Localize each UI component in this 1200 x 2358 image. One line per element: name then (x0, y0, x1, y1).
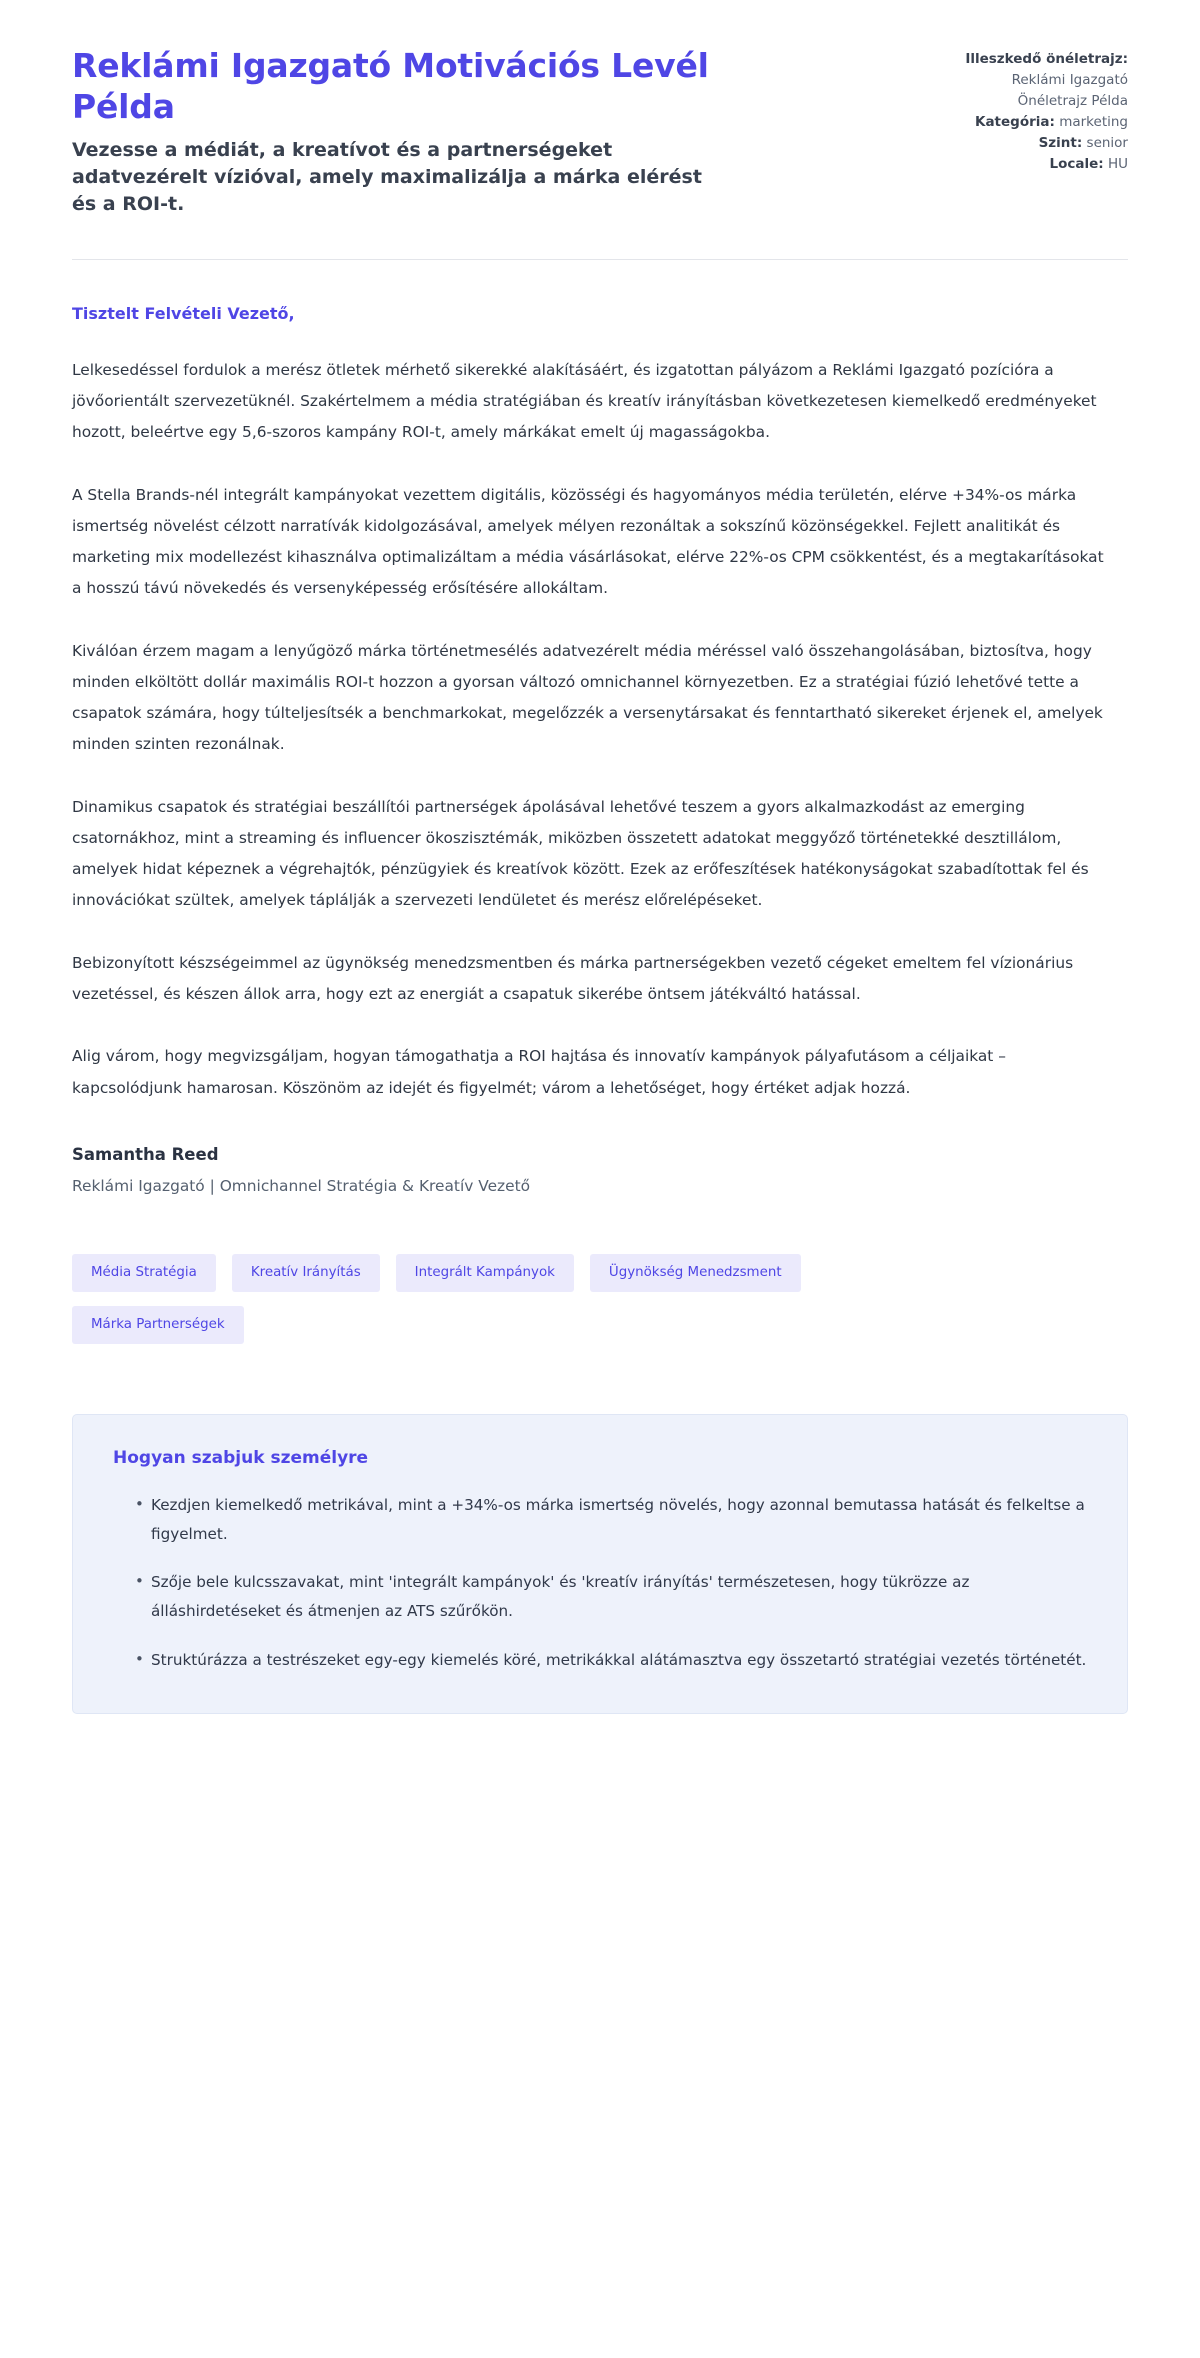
meta-matching-resume (898, 49, 1128, 112)
meta-level (898, 133, 1128, 154)
signature-role: Reklámi Igazgató | Omnichannel Stratégia & Kreatív Vezető (72, 1176, 531, 1195)
signature-block (72, 1145, 1128, 1195)
tag-item[interactable]: Kreatív Irányítás (232, 1254, 380, 1292)
personalization-tips-list (113, 1491, 1087, 1675)
meta-matching-resume-value-line1: Reklámi Igazgató (1011, 71, 1128, 88)
meta-category-label: Kategória: (974, 113, 1055, 130)
tag-item[interactable]: Média Stratégia (72, 1254, 216, 1292)
personalization-tips-title: Hogyan szabjuk személyre (113, 1447, 369, 1468)
tip-list-item: • Kezdjen kiemelkedő metrikával, mint a +34%-os márka ismertség növelés, hogy azonnal bemutassa hatását és felkeltse a figyelmet. (135, 1491, 1087, 1549)
meta-level-value: senior (1086, 134, 1128, 151)
letter-paragraph: Kiválóan érzem magam a lenyűgöző márka történetmesélés adatvezérelt média méréssel való összehangolásában, biztosítva, hogy minden elköltött dollár maximális ROI-t hozzon a gyorsan változó omnichannel környezetben. Ez a stratégiai fúzió lehetővé tette a csapatok számára, hogy túlteljesítsék a benchmarkokat, megelőzzék a versenytársakat és fenntartható sikereket érjenek el, amelyek minden szinten rezonálnak. (72, 641, 1103, 754)
letter-paragraph: Bebizonyított készségeimmel az ügynökség menedzsmentben és márka partnerségekben vezető cégeket emeltem fel vízionárius vezetéssel, és készen állok arra, hogy ezt az energiát a csapatuk sikerébe öntsem játékváltó hatással. (72, 953, 1074, 1003)
letter-paragraph: Lelkesedéssel fordulok a merész ötletek mérhető sikerekké alakításáért, és izgatottan pályázom a Reklámi Igazgató pozícióra a jövőorientált szervezetüknél. Szakértelmem a média stratégiában és kreatív irányításban következetesen kiemelkedő eredményeket hozott, beleértve egy 5,6-szoros kampány ROI-t, amely márkákat emelt új magasságokba. (72, 360, 1097, 442)
meta-locale-value: HU (1107, 155, 1128, 172)
page-header (72, 46, 1128, 218)
page-subtitle: Vezesse a médiát, a kreatívot és a partnerségeket adatvezérelt vízióval, amely maximalizálja a márka elérést és a ROI-t. (72, 138, 702, 215)
tag-item[interactable]: Ügynökség Menedzsment (590, 1254, 801, 1292)
tag-list (72, 1254, 972, 1344)
meta-matching-resume-label: Illeszkedő önéletrajz: (965, 51, 1128, 67)
letter-salutation: Tisztelt Felvételi Vezető, (72, 303, 295, 323)
meta-matching-resume-value-line2: Önéletrajz Példa (1017, 92, 1128, 109)
meta-category (898, 112, 1128, 133)
meta-level-label: Szint: (1038, 134, 1083, 151)
letter-paragraph: Alig várom, hogy megvizsgáljam, hogyan támogathatja a ROI hajtása és innovatív kampányok pályafutásom a céljaikat – kapcsolódjunk hamarosan. Köszönöm az idejét és figyelmét; várom a lehetőséget, hogy értéket adjak hozzá. (72, 1047, 1006, 1097)
tip-list-item: • Struktúrázza a testrészeket egy-egy kiemelés köré, metrikákkal alátámasztva egy összetartó stratégiai vezetés történetét. (135, 1646, 1087, 1675)
meta-locale-label: Locale: (1049, 155, 1104, 172)
tag-item[interactable]: Márka Partnerségek (72, 1306, 244, 1344)
header-title-block (72, 46, 712, 218)
meta-category-value: marketing (1059, 113, 1128, 130)
personalization-tips-panel (72, 1414, 1128, 1714)
page-title: Reklámi Igazgató Motivációs Levél Példa (72, 46, 709, 126)
meta-locale (898, 154, 1128, 175)
letter-body (72, 260, 1128, 1195)
letter-paragraphs (72, 355, 1128, 1104)
signature-name: Samantha Reed (72, 1144, 219, 1164)
tip-list-item: • Szője bele kulcsszavakat, mint 'integrált kampányok' és 'kreatív irányítás' természetesen, hogy tükrözze az álláshirdetéseket és átmenjen az ATS szűrőkön. (135, 1568, 1087, 1626)
letter-paragraph: Dinamikus csapatok és stratégiai beszállítói partnerségek ápolásával lehetővé teszem a gyors alkalmazkodást az emerging csatornákhoz, mint a streaming és influencer ökoszisztémák, miközben összetett adatokat meggyőző történetekké desztillálom, amelyek hidat képeznek a végrehajtók, pénzügyiek és kreatívok között. Ezek az erőfeszítések hatékonyságokat szabadítottak fel és innovációkat szültek, amelyek táplálják a szervezeti lendületet és merész előrelépéseket. (72, 797, 1089, 910)
document-metadata (898, 46, 1128, 175)
tag-item[interactable]: Integrált Kampányok (396, 1254, 574, 1292)
letter-paragraph: A Stella Brands-nél integrált kampányokat vezettem digitális, közösségi és hagyományos média területén, elérve +34%-os márka ismertség növelést célzott narratívák kidolgozásával, amelyek mélyen rezonáltak a sokszínű közönségekkel. Fejlett analitikát és marketing mix modellezést kihasználva optimalizáltam a média vásárlásokat, elérve 22%-os CPM csökkentést, és a megtakarításokat a hosszú távú növekedés és versenyképesség erősítésére allokáltam. (72, 485, 1104, 598)
